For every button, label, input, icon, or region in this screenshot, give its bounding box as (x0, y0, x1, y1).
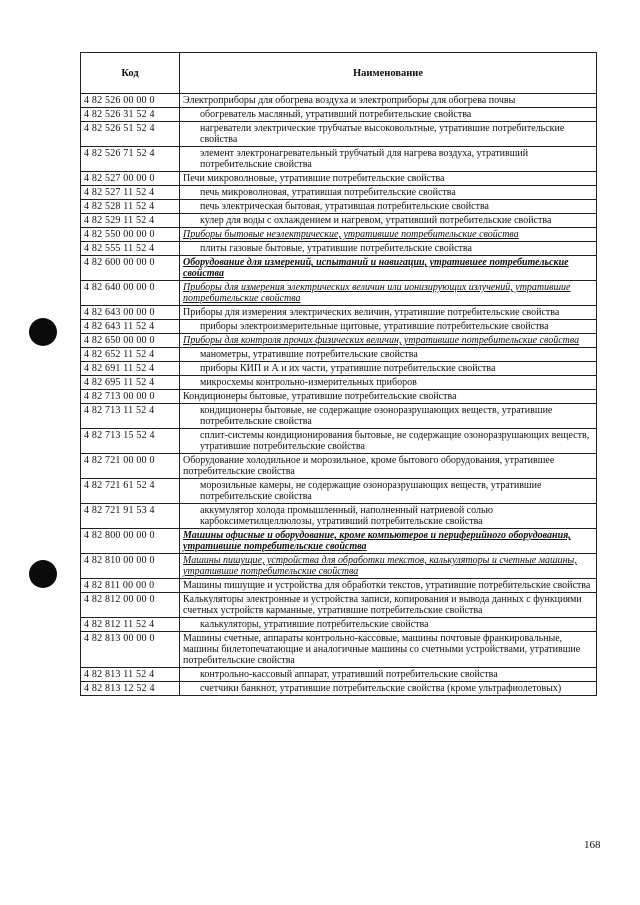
table-row (81, 579, 597, 593)
name-cell: плиты газовые бытовые, утратившие потребительские свойства (180, 242, 597, 256)
name-cell: Приборы бытовые неэлектрические, утратившие потребительские свойства (180, 228, 597, 242)
table-row (81, 504, 597, 529)
code-cell: 4 82 652 11 52 4 (81, 348, 180, 362)
code-cell: 4 82 526 71 52 4 (81, 147, 180, 172)
table-row (81, 348, 597, 362)
name-cell: контрольно-кассовый аппарат, утративший потребительские свойства (180, 668, 597, 682)
table-row (81, 376, 597, 390)
code-cell: 4 82 813 00 00 0 (81, 632, 180, 668)
column-header-name: Наименование (180, 53, 597, 94)
table-row (81, 618, 597, 632)
code-cell: 4 82 527 11 52 4 (81, 186, 180, 200)
name-cell: приборы электроизмерительные щитовые, утратившие потребительские свойства (180, 320, 597, 334)
code-cell: 4 82 640 00 00 0 (81, 281, 180, 306)
name-cell: нагреватели электрические трубчатые высоковольтные, утратившие потребительские свойства (180, 122, 597, 147)
table-row (81, 108, 597, 122)
table-row (81, 122, 597, 147)
table-row (81, 256, 597, 281)
code-cell: 4 82 812 00 00 0 (81, 593, 180, 618)
table-row (81, 404, 597, 429)
name-cell: Оборудование для измерений, испытаний и навигации, утратившее потребительские свойства (180, 256, 597, 281)
table-row (81, 682, 597, 696)
code-cell: 4 82 721 91 53 4 (81, 504, 180, 529)
name-cell: Машины офисные и оборудование, кроме компьютеров и периферийного оборудования, утратившие потребительские свойства (180, 529, 597, 554)
name-cell: кулер для воды с охлаждением и нагревом, утративший потребительские свойства (180, 214, 597, 228)
table-row (81, 147, 597, 172)
name-cell: Машины пишущие, устройства для обработки текстов, калькуляторы и счетные машины, утратившие потребительские свойства (180, 554, 597, 579)
code-cell: 4 82 811 00 00 0 (81, 579, 180, 593)
table-row (81, 214, 597, 228)
name-cell: Кондиционеры бытовые, утратившие потребительские свойства (180, 390, 597, 404)
code-cell: 4 82 813 12 52 4 (81, 682, 180, 696)
table-row (81, 281, 597, 306)
punch-hole (29, 560, 57, 588)
table-row (81, 200, 597, 214)
code-cell: 4 82 529 11 52 4 (81, 214, 180, 228)
table-row (81, 362, 597, 376)
table-row (81, 228, 597, 242)
code-cell: 4 82 643 11 52 4 (81, 320, 180, 334)
name-cell: обогреватель масляный, утративший потребительские свойства (180, 108, 597, 122)
name-cell: печь микроволновая, утратившая потребительские свойства (180, 186, 597, 200)
code-cell: 4 82 600 00 00 0 (81, 256, 180, 281)
page-number: 168 (584, 839, 601, 851)
table-row (81, 94, 597, 108)
table-body (81, 94, 597, 696)
name-cell: Оборудование холодильное и морозильное, кроме бытового оборудования, утратившее потребительские свойства (180, 454, 597, 479)
name-cell: Калькуляторы электронные и устройства записи, копирования и вывода данных с функциями счетных устройств карманные, утратившие потребительские свойства (180, 593, 597, 618)
name-cell: Приборы для измерения электрических величин, утратившие потребительские свойства (180, 306, 597, 320)
name-cell: элемент электронагревательный трубчатый для нагрева воздуха, утративший потребительские свойства (180, 147, 597, 172)
code-cell: 4 82 528 11 52 4 (81, 200, 180, 214)
name-cell: Приборы для измерения электрических величин или ионизирующих излучений, утратившие потребительские свойства (180, 281, 597, 306)
table-row (81, 334, 597, 348)
code-cell: 4 82 550 00 00 0 (81, 228, 180, 242)
table-row (81, 632, 597, 668)
name-cell: аккумулятор холода промышленный, наполненный натриевой солью карбоксиметилцеллюлозы, утративший потребительские свойства (180, 504, 597, 529)
waste-classification-table (80, 52, 597, 696)
code-cell: 4 82 526 31 52 4 (81, 108, 180, 122)
table-row (81, 429, 597, 454)
code-cell: 4 82 800 00 00 0 (81, 529, 180, 554)
name-cell: Печи микроволновые, утратившие потребительские свойства (180, 172, 597, 186)
table-row (81, 242, 597, 256)
name-cell: Приборы для контроля прочих физических величин, утратившие потребительские свойства (180, 334, 597, 348)
code-cell: 4 82 713 00 00 0 (81, 390, 180, 404)
table-row (81, 306, 597, 320)
name-cell: сплит-системы кондиционирования бытовые, не содержащие озоноразрушающих веществ, утратившие потребительские свойства (180, 429, 597, 454)
code-cell: 4 82 810 00 00 0 (81, 554, 180, 579)
name-cell: морозильные камеры, не содержащие озоноразрушающих веществ, утратившие потребительские свойства (180, 479, 597, 504)
table-row (81, 186, 597, 200)
code-cell: 4 82 721 00 00 0 (81, 454, 180, 479)
column-header-code: Код (81, 53, 180, 94)
code-cell: 4 82 691 11 52 4 (81, 362, 180, 376)
name-cell: счетчики банкнот, утратившие потребительские свойства (кроме ультрафиолетовых) (180, 682, 597, 696)
name-cell: Машины пишущие и устройства для обработки текстов, утратившие потребительские свойства (180, 579, 597, 593)
table-row (81, 593, 597, 618)
code-cell: 4 82 812 11 52 4 (81, 618, 180, 632)
code-cell: 4 82 695 11 52 4 (81, 376, 180, 390)
code-cell: 4 82 721 61 52 4 (81, 479, 180, 504)
code-cell: 4 82 713 11 52 4 (81, 404, 180, 429)
table-header-row (81, 53, 597, 94)
table-row (81, 320, 597, 334)
code-cell: 4 82 526 00 00 0 (81, 94, 180, 108)
table-row (81, 454, 597, 479)
table-row (81, 668, 597, 682)
name-cell: кондиционеры бытовые, не содержащие озоноразрушающих веществ, утратившие потребительские свойства (180, 404, 597, 429)
code-cell: 4 82 650 00 00 0 (81, 334, 180, 348)
code-cell: 4 82 643 00 00 0 (81, 306, 180, 320)
table-row (81, 554, 597, 579)
code-cell: 4 82 813 11 52 4 (81, 668, 180, 682)
table-row (81, 529, 597, 554)
code-cell: 4 82 555 11 52 4 (81, 242, 180, 256)
name-cell: Электроприборы для обогрева воздуха и электроприборы для обогрева почвы (180, 94, 597, 108)
code-cell: 4 82 527 00 00 0 (81, 172, 180, 186)
name-cell: приборы КИП и А и их части, утратившие потребительские свойства (180, 362, 597, 376)
name-cell: микросхемы контрольно-измерительных приборов (180, 376, 597, 390)
table-row (81, 172, 597, 186)
name-cell: Машины счетные, аппараты контрольно-кассовые, машины почтовые франкировальные, машины билетопечатающие и аналогичные машины со счетными устройствами, утратившие потребительские свойства (180, 632, 597, 668)
name-cell: манометры, утратившие потребительские свойства (180, 348, 597, 362)
table-row (81, 390, 597, 404)
name-cell: печь электрическая бытовая, утратившая потребительские свойства (180, 200, 597, 214)
table-row (81, 479, 597, 504)
code-cell: 4 82 526 51 52 4 (81, 122, 180, 147)
name-cell: калькуляторы, утратившие потребительские свойства (180, 618, 597, 632)
punch-hole (29, 318, 57, 346)
code-cell: 4 82 713 15 52 4 (81, 429, 180, 454)
